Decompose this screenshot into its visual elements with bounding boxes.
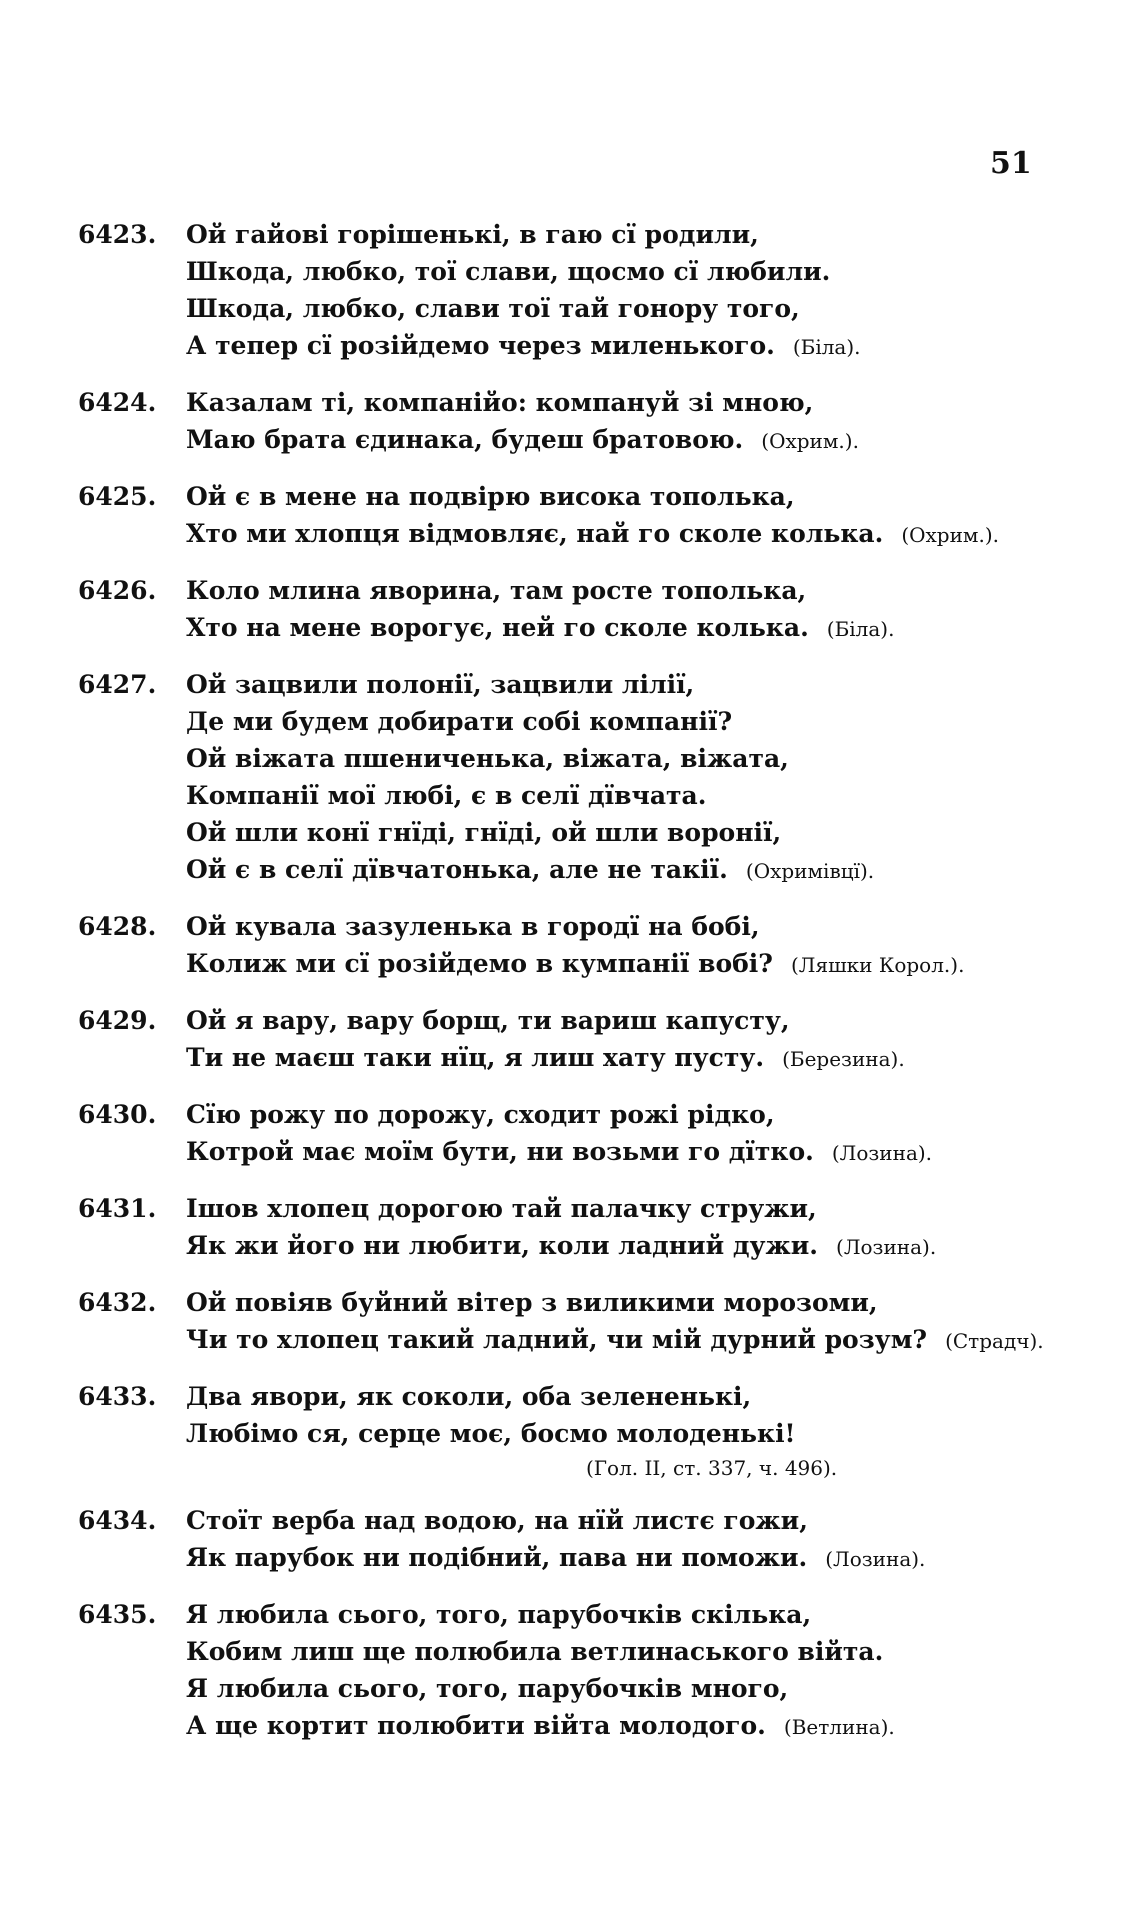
verse-text: Ти не маєш таки нїц, я лиш хату пусту. <box>186 1043 765 1072</box>
song-entry <box>78 908 1088 984</box>
source-reference: (Охрим.). <box>761 429 859 453</box>
verse-text: Шкода, любко, тої слави, щосмо сї любили. <box>186 257 831 286</box>
verse-text: Ішов хлопец дорогою тай палачку стружи, <box>186 1194 817 1223</box>
verse-line <box>186 1633 1088 1670</box>
verse-line <box>186 1190 1088 1227</box>
source-reference: (Лозина). <box>836 1235 937 1259</box>
verse-line <box>186 478 1088 515</box>
verse-text: Ой віжата пшениченька, віжата, віжата, <box>186 744 789 773</box>
verse-text: Я любила сього, того, парубочків скілька, <box>186 1600 812 1629</box>
verse-line <box>186 666 1088 703</box>
entry-number: 6432. <box>78 1288 157 1317</box>
verse-text: А ще кортит полюбити війта молодого. <box>186 1711 766 1740</box>
verse-text: Ой є в селї дївчатонька, але не такії. <box>186 855 728 884</box>
verse-line <box>186 945 1088 984</box>
song-entry <box>78 1596 1088 1746</box>
verse-line <box>186 1502 1088 1539</box>
source-reference: (Охримівцї). <box>745 859 875 883</box>
song-entry <box>78 1002 1088 1078</box>
verse-text: Шкода, любко, слави тої тай гонору того, <box>186 294 800 323</box>
entry-number: 6428. <box>78 912 157 941</box>
verse-line <box>186 384 1088 421</box>
verse-line <box>186 1596 1088 1633</box>
verse-line <box>186 740 1088 777</box>
verse-line <box>186 290 1088 327</box>
source-reference: (Ляшки Корол.). <box>790 953 965 977</box>
song-list <box>78 216 1088 1764</box>
verse-line <box>186 1002 1088 1039</box>
verse-text: Казалам ті, компанійо: компануй зі мною, <box>186 388 814 417</box>
verse-line <box>186 851 1088 890</box>
entry-number: 6426. <box>78 576 157 605</box>
verse-text: Ой повіяв буйний вітер з виликими морозоми, <box>186 1288 878 1317</box>
entry-number: 6431. <box>78 1194 157 1223</box>
verse-line <box>186 421 1088 460</box>
entry-number: 6423. <box>78 220 157 249</box>
source-reference: (Ветлина). <box>783 1715 895 1739</box>
verse-text: Любімо ся, серце моє, босмо молоденькі! <box>186 1419 796 1448</box>
verse-line <box>186 327 1088 366</box>
song-entry <box>78 1284 1088 1360</box>
verse-line <box>186 1415 1088 1452</box>
verse-text: Маю брата єдинака, будеш братовою. <box>186 425 744 454</box>
verse-line <box>186 908 1088 945</box>
verse-line <box>186 814 1088 851</box>
verse-text: Хто на мене ворогує, ней го сколе колька. <box>186 613 809 642</box>
verse-line <box>186 253 1088 290</box>
song-entry <box>78 384 1088 460</box>
verse-line <box>186 1378 1088 1415</box>
verse-line <box>186 1133 1088 1172</box>
verse-text: Компанії мої любі, є в селї дївчата. <box>186 781 707 810</box>
source-reference: (Страдч). <box>945 1329 1044 1353</box>
song-entry <box>78 216 1088 366</box>
entry-number: 6433. <box>78 1382 157 1411</box>
verse-line <box>186 572 1088 609</box>
verse-text: Ой гайові горішенькі, в гаю сї родили, <box>186 220 759 249</box>
verse-text: Як жи його ни любити, коли ладний дужи. <box>186 1231 819 1260</box>
verse-line <box>186 1096 1088 1133</box>
verse-text: Два явори, як соколи, оба зелененькі, <box>186 1382 752 1411</box>
entry-number: 6425. <box>78 482 157 511</box>
verse-text: Котрой має моїм бути, ни возьми го дїтко. <box>186 1137 814 1166</box>
song-entry <box>78 478 1088 554</box>
verse-text: Я любила сього, того, парубочків много, <box>186 1674 789 1703</box>
song-entry <box>78 1502 1088 1578</box>
entry-number: 6430. <box>78 1100 157 1129</box>
verse-text: Ой є в мене на подвірю висока тополька, <box>186 482 795 511</box>
verse-line <box>186 1227 1088 1266</box>
song-entry <box>78 666 1088 890</box>
verse-text: Ой зацвили полонії, зацвили лілії, <box>186 670 695 699</box>
verse-text: Стоїт верба над водою, на нїй листє гожи, <box>186 1506 808 1535</box>
source-reference: (Березина). <box>782 1047 905 1071</box>
source-reference: (Лозина). <box>825 1547 926 1571</box>
verse-text: Де ми будем добирати собі компанії? <box>186 707 733 736</box>
source-reference: (Біла). <box>826 617 895 641</box>
verse-line <box>186 777 1088 814</box>
verse-text: Коло млина яворина, там росте тополька, <box>186 576 807 605</box>
song-entry <box>78 572 1088 648</box>
verse-line <box>186 703 1088 740</box>
source-reference: (Охрим.). <box>901 523 999 547</box>
verse-line <box>186 216 1088 253</box>
source-reference: (Біла). <box>792 335 861 359</box>
verse-line <box>186 1284 1088 1321</box>
song-entry <box>78 1378 1088 1484</box>
verse-text: Ой кувала зазуленька в городї на бобі, <box>186 912 760 941</box>
verse-text: Чи то хлопец такий ладний, чи мій дурний розум? <box>186 1325 928 1354</box>
entry-number: 6429. <box>78 1006 157 1035</box>
verse-line <box>186 1707 1088 1746</box>
verse-text: Кобим лиш ще полюбила ветлинаського війта. <box>186 1637 884 1666</box>
source-reference: (Гол. II, ст. 337, ч. 496). <box>586 1456 838 1480</box>
entry-number: 6427. <box>78 670 157 699</box>
verse-text: Сїю рожу по дорожу, сходит рожі рідко, <box>186 1100 775 1129</box>
verse-line <box>186 515 1088 554</box>
song-entry <box>78 1096 1088 1172</box>
verse-text: Хто ми хлопця відмовляє, най го сколе колька. <box>186 519 884 548</box>
verse-text: Колиж ми сї розійдемо в кумпанії вобі? <box>186 949 773 978</box>
song-entry <box>78 1190 1088 1266</box>
entry-number: 6435. <box>78 1600 157 1629</box>
verse-text: А тепер сї розійдемо через миленького. <box>186 331 775 360</box>
verse-line <box>186 1321 1088 1360</box>
page-number: 51 <box>990 146 1032 181</box>
verse-line <box>186 1539 1088 1578</box>
verse-text: Ой я вару, вару борщ, ти вариш капусту, <box>186 1006 790 1035</box>
verse-text: Ой шли конї гнїді, гнїді, ой шли воронії, <box>186 818 782 847</box>
source-reference: (Лозина). <box>831 1141 933 1165</box>
verse-line <box>186 1039 1088 1078</box>
verse-text: Як парубок ни подібний, пава ни поможи. <box>186 1543 808 1572</box>
verse-line <box>186 1670 1088 1707</box>
verse-line <box>186 609 1088 648</box>
entry-number: 6434. <box>78 1506 157 1535</box>
entry-number: 6424. <box>78 388 157 417</box>
